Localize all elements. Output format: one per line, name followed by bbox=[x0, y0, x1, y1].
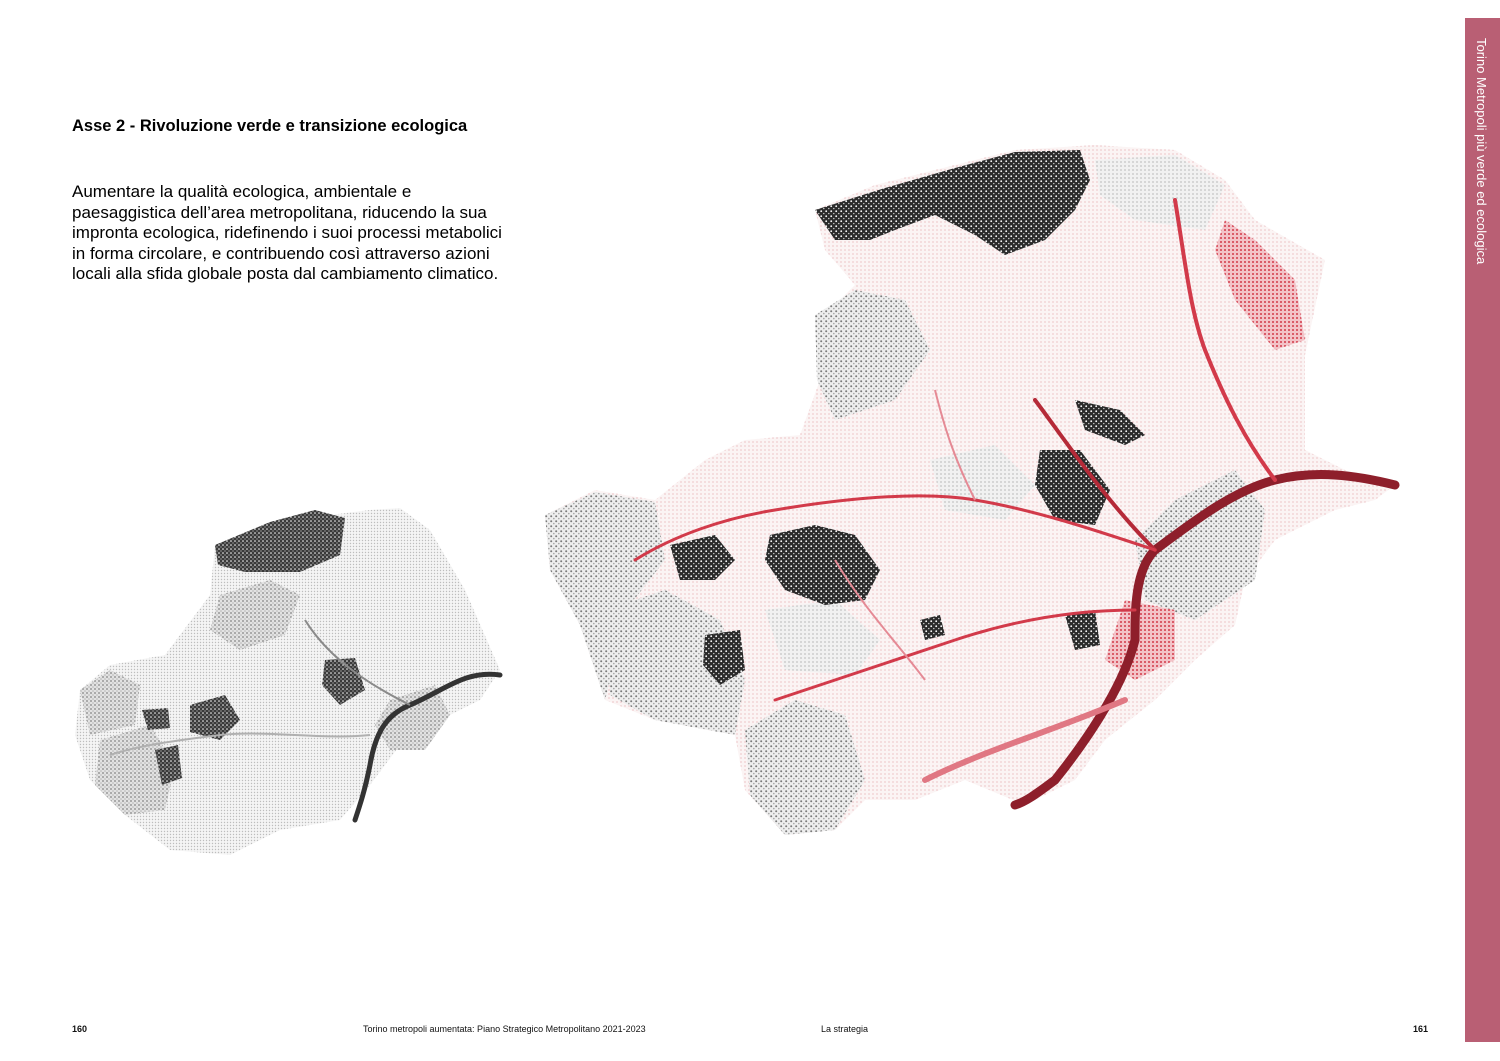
footer-section-title: La strategia bbox=[821, 1024, 869, 1034]
right-page-number: 161 bbox=[1413, 1024, 1429, 1034]
large-territory-map bbox=[535, 140, 1405, 845]
intro-paragraph: Aumentare la qualità ecologica, ambientale e paesaggistica dell’area metropolitana, riducendo la sua impronta ecologica, ridefinendo i suoi processi metabolici in forma circolare, e contribuendo così attraverso azioni locali alla sfida globale posta dal cambiamento climatico. bbox=[72, 182, 502, 283]
left-page-number: 160 bbox=[72, 1024, 88, 1034]
page-title: Asse 2 - Rivoluzione verde e transizione ecologica bbox=[72, 117, 468, 135]
footer-publication-title: Torino metropoli aumentata: Piano Strategico Metropolitano 2021-2023 bbox=[363, 1024, 646, 1034]
side-tab-label: Torino Metropoli più verde ed ecologica bbox=[1474, 38, 1489, 265]
small-territory-map bbox=[70, 500, 510, 870]
